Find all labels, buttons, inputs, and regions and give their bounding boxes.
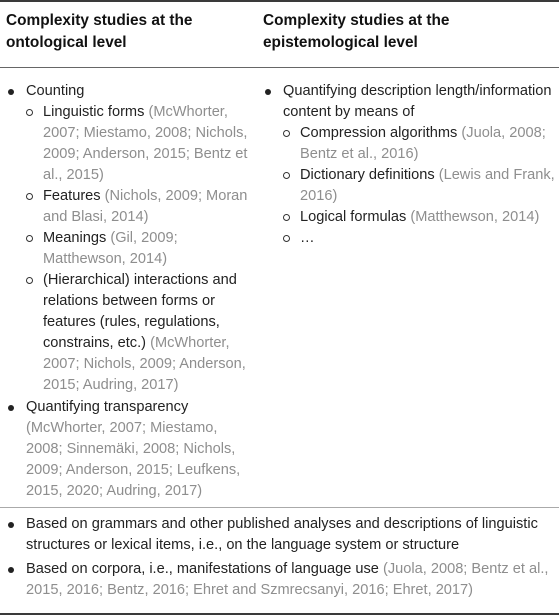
header-rule [0,67,559,68]
sub-list-item [283,228,556,249]
item-text: Quantifying description length/information content by means of [283,83,552,120]
sub-list [26,102,250,396]
header-ontological: Complexity studies at the ontological level [6,12,193,51]
item-text: Quantifying transparency [26,399,189,415]
ontological-column [6,81,250,503]
item-text: Counting [26,83,85,99]
header-epistemological: Complexity studies at the epistemological level [263,12,450,51]
full-width-row [6,559,554,602]
item-text: Dictionary definitions [300,167,435,183]
sub-list-item [283,123,556,165]
bullet-icon [8,405,14,411]
citation: (Juola, 2008; Bentz et al., 2016) [300,125,546,162]
full-width-list [6,559,554,601]
item-text: Based on corpora, i.e., manifestations of language use [26,561,379,577]
citation: (Lewis and Frank, 2016) [300,167,555,204]
bullet-icon [8,89,14,95]
list-item [6,559,554,601]
sub-list-item [26,228,250,270]
epistemological-list [263,81,556,249]
item-text: (Hierarchical) interactions and relations between forms or features (rules, regulations, constrains, etc.) [43,272,237,351]
citation: (Nichols, 2009; Moran and Blasi, 2014) [43,188,248,225]
circle-bullet-icon [283,172,290,179]
section-rule [0,507,559,508]
full-width-row [6,514,554,557]
bullet-icon [8,567,14,573]
citation: (McWhorter, 2007; Nichols, 2009; Anderson, 2015; Audring, 2017) [43,335,246,393]
sub-list-item [283,207,556,228]
table-bottom-rule [0,613,559,615]
list-item [6,397,250,502]
citation: (McWhorter, 2007; Miestamo, 2008; Sinnemäki, 2008; Nichols, 2009; Anderson, 2015; Leufkens, 2015, 2020; Audring, 2017) [26,420,241,499]
ontological-list [6,81,250,502]
citation: (Juola, 2008; Bentz et al., 2015, 2016; Bentz, 2016; Ehret and Szmrecsanyi, 2016; Ehret, 2017) [26,561,549,598]
sub-list-item [26,270,250,396]
circle-bullet-icon [283,214,290,221]
item-text: Based on grammars and other published analyses and descriptions of linguistic structures or lexical items, i.e., on the language system or structure [26,516,538,553]
sub-list [283,123,556,249]
item-text: Logical formulas [300,209,407,225]
item-text: Features [43,188,101,204]
bullet-icon [8,522,14,528]
item-text: … [300,230,315,246]
sub-list-item [26,102,250,186]
circle-bullet-icon [283,130,290,137]
citation: (Matthewson, 2014) [410,209,540,225]
circle-bullet-icon [26,109,33,116]
epistemological-column [263,81,556,250]
item-text: Compression algorithms [300,125,458,141]
full-width-list [6,514,554,556]
circle-bullet-icon [26,193,33,200]
bullet-icon [265,89,271,95]
citation: (Gil, 2009; Matthewson, 2014) [43,230,178,267]
item-text: Linguistic forms [43,104,145,120]
list-item [6,514,554,556]
list-item [6,81,250,396]
list-item [263,81,556,249]
citation: (McWhorter, 2007; Miestamo, 2008; Nichols, 2009; Anderson, 2015; Bentz et al., 2015) [43,104,248,183]
sub-list-item [283,165,556,207]
item-text: Meanings [43,230,107,246]
circle-bullet-icon [26,235,33,242]
sub-list-item [26,186,250,228]
circle-bullet-icon [283,235,290,242]
circle-bullet-icon [26,277,33,284]
table-top-rule [0,0,559,2]
